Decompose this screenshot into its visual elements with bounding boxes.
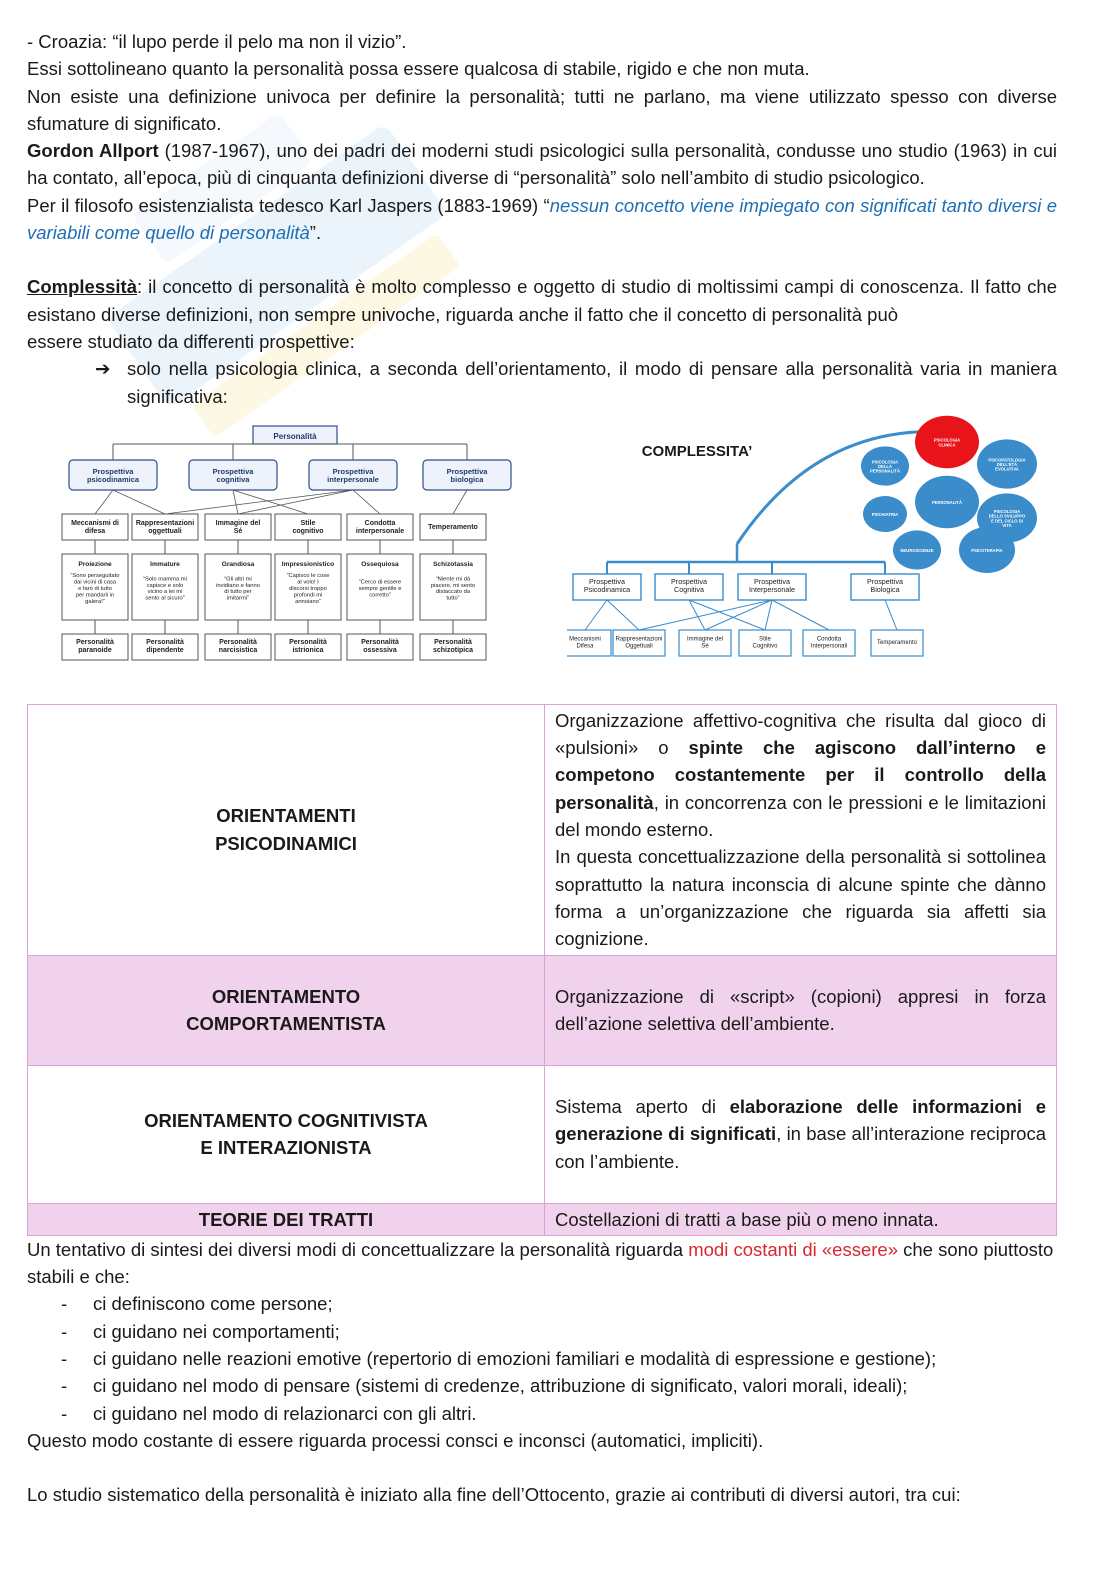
complexity-paragraph	[27, 273, 1057, 328]
example-heading: Schizotassia	[433, 560, 473, 568]
allport-paragraph	[27, 137, 1057, 192]
orientations-table	[27, 704, 1057, 1236]
connector	[453, 490, 467, 514]
personality-label: Personalità ossessiva	[361, 639, 399, 654]
connector	[585, 600, 607, 630]
perspective-label: Prospettiva Interpersonale	[749, 576, 795, 594]
aspect-label: Immagine del Sé	[686, 636, 724, 650]
arrow-icon: ➔	[95, 358, 111, 380]
personality-label: Personalità dipendente	[146, 639, 184, 654]
aspect-label: Temperamento	[428, 523, 478, 531]
complexity-title: COMPLESSITA’	[641, 442, 753, 460]
complexity-term: Complessità	[27, 276, 138, 298]
perspective-label: Prospettiva Cognitiva	[671, 576, 707, 594]
list-item: - ci guidano nei comportamenti;	[61, 1318, 1057, 1345]
personality-label: Personalità narcisistica	[218, 639, 258, 654]
orientation-description: Organizzazione di «script» (copioni) appresi in forza dell’azione selettiva dell’ambiente.	[545, 955, 1057, 1065]
orientation-label: ORIENTAMENTO COMPORTAMENTISTA	[28, 955, 545, 1065]
connector	[639, 600, 772, 630]
aspect-label: Condotta interpersonale	[355, 520, 405, 535]
perspective-label: Prospettiva biologica	[446, 466, 488, 484]
figures-row	[27, 414, 1057, 704]
synthesis-after: Questo modo costante di essere riguarda processi consci e inconsci (automatici, impliciti).	[27, 1429, 764, 1451]
perspective-label: Prospettiva cognitiva	[212, 466, 254, 484]
connector	[705, 600, 772, 630]
personality-label: Personalità istrionica	[289, 639, 327, 654]
intro-line-2: Essi sottolineano quanto la personalità possa essere qualcosa di stabile, rigido e che non muta.	[27, 58, 810, 80]
jaspers-close: ”.	[309, 222, 322, 244]
allport-text: (1987-1967), uno dei padri dei moderni studi psicologici sulla personalità, condusse uno studio (1963) in cui ha contato, all’epoca, più di cinquanta definizioni diverse di “personalità” solo nell’ambito di studio psicologico.	[27, 140, 1057, 189]
example-quote: “Sono perseguitato dai vicini di casa e farò di tutto per mandarli in galera!”	[70, 573, 120, 605]
connector	[765, 600, 772, 630]
perspective-label: Prospettiva Biologica	[867, 576, 903, 594]
aspect-label: Rappresentazioni oggettuali	[135, 520, 195, 535]
arrow-bullet-text: solo nella psicologia clinica, a seconda dell’orientamento, il modo di pensare alla personalità varia in maniera significativa:	[127, 358, 1057, 407]
list-item: - ci guidano nel modo di relazionarci con gli altri.	[61, 1400, 1057, 1427]
list-item: - ci guidano nel modo di pensare (sistemi di credenze, attribuzione di significato, valori morali, ideali);	[61, 1372, 1057, 1399]
connector	[772, 600, 829, 630]
list-item: - ci guidano nelle reazioni emotive (repertorio di emozioni familiari e modalità di espressione e gestione);	[61, 1345, 1057, 1372]
page-content	[27, 28, 1057, 1509]
table-row	[28, 955, 1057, 1065]
personality-label: Personalità paranoide	[76, 639, 114, 654]
discipline-label: PSICHIATRIA	[871, 511, 899, 517]
perspective-label: Prospettiva psicodinamica	[86, 466, 140, 484]
example-heading: Proiezione	[78, 560, 112, 568]
complexity-text-2: essere studiato da differenti prospettive:	[27, 330, 355, 352]
aspect-label: Meccanismi Difesa	[569, 636, 601, 650]
discipline-label: PERSONALITÀ	[931, 499, 963, 505]
aspect-label: Rappresentazioni Oggettuali	[615, 636, 663, 650]
connector	[233, 490, 238, 514]
jaspers-quote: nessun concetto viene impiegato con significati tanto diversi e variabili come quello di personalità	[27, 194, 1057, 244]
root-label: Personalità	[273, 431, 317, 441]
intro-line-1: - Croazia: “il lupo perde il pelo ma non il vizio”.	[27, 31, 407, 52]
example-heading: Immature	[150, 560, 180, 568]
aspect-label: Immagine del Sé	[215, 520, 261, 535]
synthesis-paragraph: Un tentativo di sintesi dei diversi modi di concettualizzare la personalità riguarda modi costanti di «essere» che sono piuttosto stabili e che:	[27, 1238, 1054, 1288]
discipline-label: PSICOLOGIA DELLO SVILUPPO E DEL CICLO DI VITA	[988, 508, 1026, 528]
aspect-label: Condotta Interpersonali	[810, 636, 848, 650]
orientation-label: ORIENTAMENTO COGNITIVISTA E INTERAZIONISTA	[28, 1065, 545, 1203]
arc-line	[737, 431, 947, 544]
discipline-label: PSICOLOGIA CLINICA	[933, 437, 961, 448]
table-row	[28, 1203, 1057, 1235]
discipline-label: PSICOPATOLOGIA DELL’ETÀ EVOLUTIVA	[988, 457, 1026, 472]
orientation-description: Costellazioni di tratti a base più o meno innata.	[545, 1203, 1057, 1235]
aspect-label: Stile Cognitivo	[752, 636, 778, 650]
orientation-description: Organizzazione affettivo-cognitiva che risulta dal gioco di «pulsioni» o spinte che agiscono dall’interno e competono costantemente per il controllo della personalità, in concorrenza con le pressioni e le limitazioni del mondo esterno. In questa concettualizzazione della personalità si sottolinea soprattutto la natura inconscia di alcune spinte che dànno forma a un’organizzazione che riguarda sia affetti sia cognizione.	[545, 704, 1057, 955]
example-heading: Grandiosa	[221, 560, 255, 568]
orientation-label: TEORIE DEI TRATTI	[28, 1203, 545, 1235]
jaspers-intro: Per il filosofo esistenzialista tedesco Karl Jaspers (1883-1969) “	[27, 194, 550, 216]
orientation-description: Sistema aperto di elaborazione delle informazioni e generazione di significati, in base all’interazione reciproca con l’ambiente.	[545, 1065, 1057, 1203]
example-heading: Ossequiosa	[361, 560, 399, 568]
table-row	[28, 1065, 1057, 1203]
discipline-label: PSICOLOGIA DELLA PERSONALITÀ	[869, 459, 901, 474]
example-quote: “Niente mi dà piacere, mi sento distaccato da tutto”	[430, 576, 476, 602]
history-paragraph: Lo studio sistematico della personalità è iniziato alla fine dell’Ottocento, grazie ai contributi di diversi autori, tra cui:	[27, 1484, 961, 1506]
aspect-label: Stile cognitivo	[292, 520, 324, 535]
connector	[113, 490, 165, 514]
connector	[165, 490, 353, 514]
synthesis-list	[27, 1290, 1057, 1426]
connector	[95, 490, 113, 514]
connector	[353, 490, 380, 514]
table-row	[28, 704, 1057, 955]
example-quote: “Solo mamma mi capisce e solo vicino a lei mi sento al sicuro”	[143, 576, 187, 602]
personality-label: Personalità schizotipica	[432, 639, 474, 654]
example-quote: “Cerco di essere sempre gentile e corretto”	[358, 579, 402, 599]
jaspers-paragraph	[27, 192, 1057, 247]
connector	[885, 600, 897, 630]
aspect-label: Meccanismi di difesa	[71, 520, 119, 535]
perspective-label: Prospettiva interpersonale	[327, 466, 379, 484]
synthesis-highlight: modi costanti di «essere»	[688, 1238, 898, 1260]
intro-line-3: Non esiste una definizione univoca per definire la personalità; tutti ne parlano, ma viene utilizzato spesso con diverse sfumature di significato.	[27, 85, 1057, 134]
complexity-text: : il concetto di personalità è molto complesso e oggetto di studio di moltissimi campi di conoscenza. Il fatto che esistano diverse definizioni, non sempre univoche, riguarda anche il fatto che il concetto di personalità può	[27, 276, 1057, 325]
aspect-label: Temperamento	[876, 639, 918, 646]
example-quote: “Gli altri mi invidiano e fanno di tutto per imitarmi”	[216, 576, 260, 602]
discipline-label: NEUROSCIENZE	[900, 547, 934, 553]
connector	[689, 600, 705, 630]
connector	[607, 600, 639, 630]
example-quote: “Capisco le cose al volo! I discorsi troppo profondi mi annoiano”	[286, 573, 330, 605]
perspective-label: Prospettiva Psicodinamica	[583, 576, 631, 594]
allport-name: Gordon Allport	[27, 140, 159, 162]
personality-perspectives-diagram	[55, 414, 535, 704]
list-item: - ci definiscono come persone;	[61, 1290, 1057, 1317]
arrow-bullet	[95, 355, 1057, 410]
complexity-diagram	[567, 414, 1047, 704]
discipline-label: PSICOTERAPIA	[971, 547, 1003, 553]
example-heading: Impressionistico	[281, 560, 335, 568]
orientation-label: ORIENTAMENTI PSICODINAMICI	[28, 704, 545, 955]
